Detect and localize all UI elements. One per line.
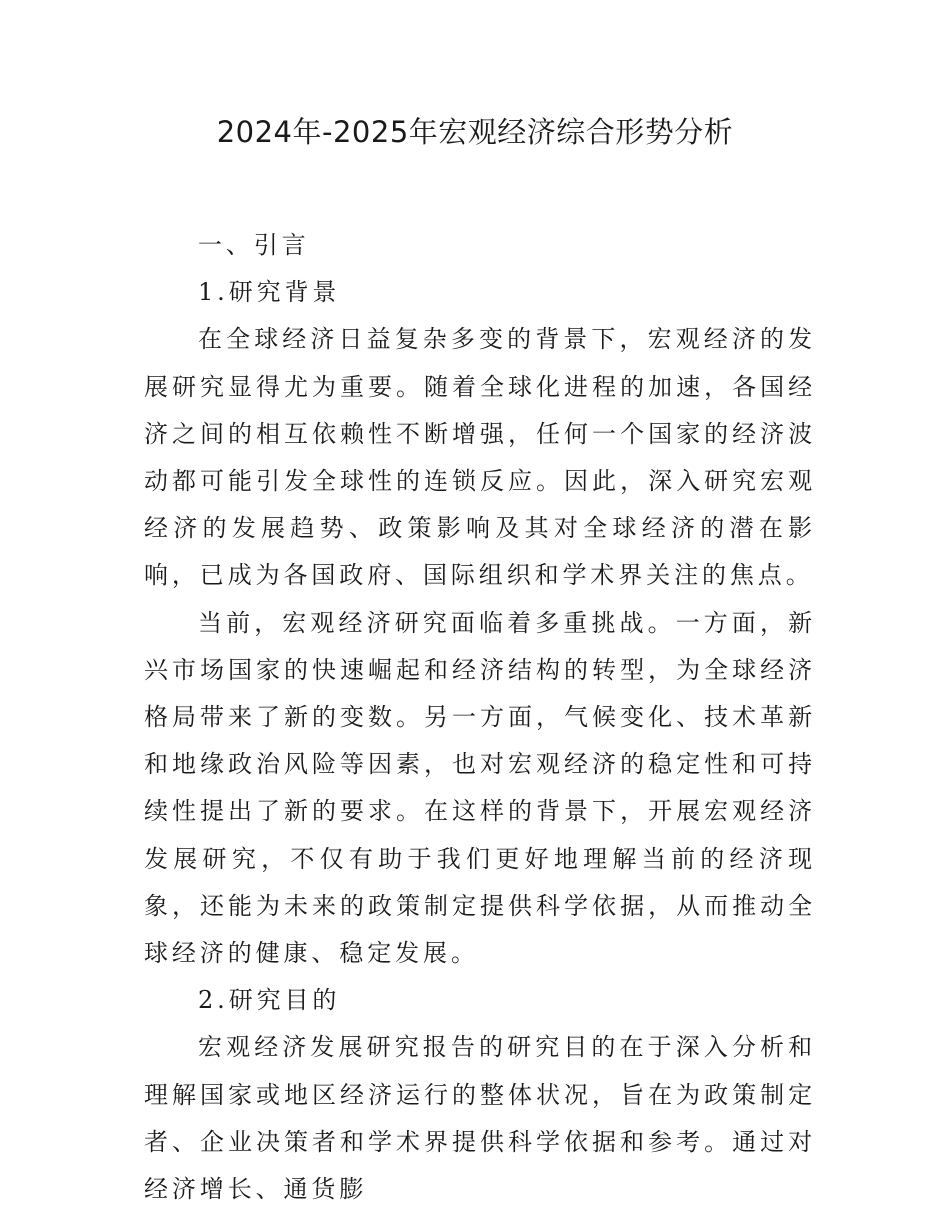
paragraph-background-1: 在全球经济日益复杂多变的背景下，宏观经济的发展研究显得尤为重要。随着全球化进程的加速，各国经济之间的相互依赖性不断增强，任何一个国家的经济波动都可能引发全球性的连锁反应。因此，深入研究宏观经济的发展趋势、政策影响及其对全球经济的潜在影响，已成为各国政府、国际组织和学术界关注的焦点。 bbox=[144, 325, 816, 590]
subsection-heading-background: 1.研究背景 bbox=[198, 278, 341, 307]
document-title: 2024年-2025年宏观经济综合形势分析 bbox=[216, 115, 734, 149]
subsection-heading-purpose: 2.研究目的 bbox=[198, 986, 341, 1015]
section-heading-introduction: 一、引言 bbox=[198, 231, 310, 259]
document-body bbox=[144, 222, 816, 1213]
paragraph-background-2: 当前，宏观经济研究面临着多重挑战。一方面，新兴市场国家的快速崛起和经济结构的转型，为全球经济格局带来了新的变数。另一方面，气候变化、技术革新和地缘政治风险等因素，也对宏观经济的稳定性和可持续性提出了新的要求。在这样的背景下，开展宏观经济发展研究，不仅有助于我们更好地理解当前的经济现象，还能为未来的政策制定提供科学依据，从而推动全球经济的健康、稳定发展。 bbox=[144, 608, 816, 968]
paragraph-purpose-1: 宏观经济发展研究报告的研究目的在于深入分析和理解国家或地区经济运行的整体状况，旨在为政策制定者、企业决策者和学术界提供科学依据和参考。通过对经济增长、通货膨 bbox=[144, 1033, 816, 1204]
